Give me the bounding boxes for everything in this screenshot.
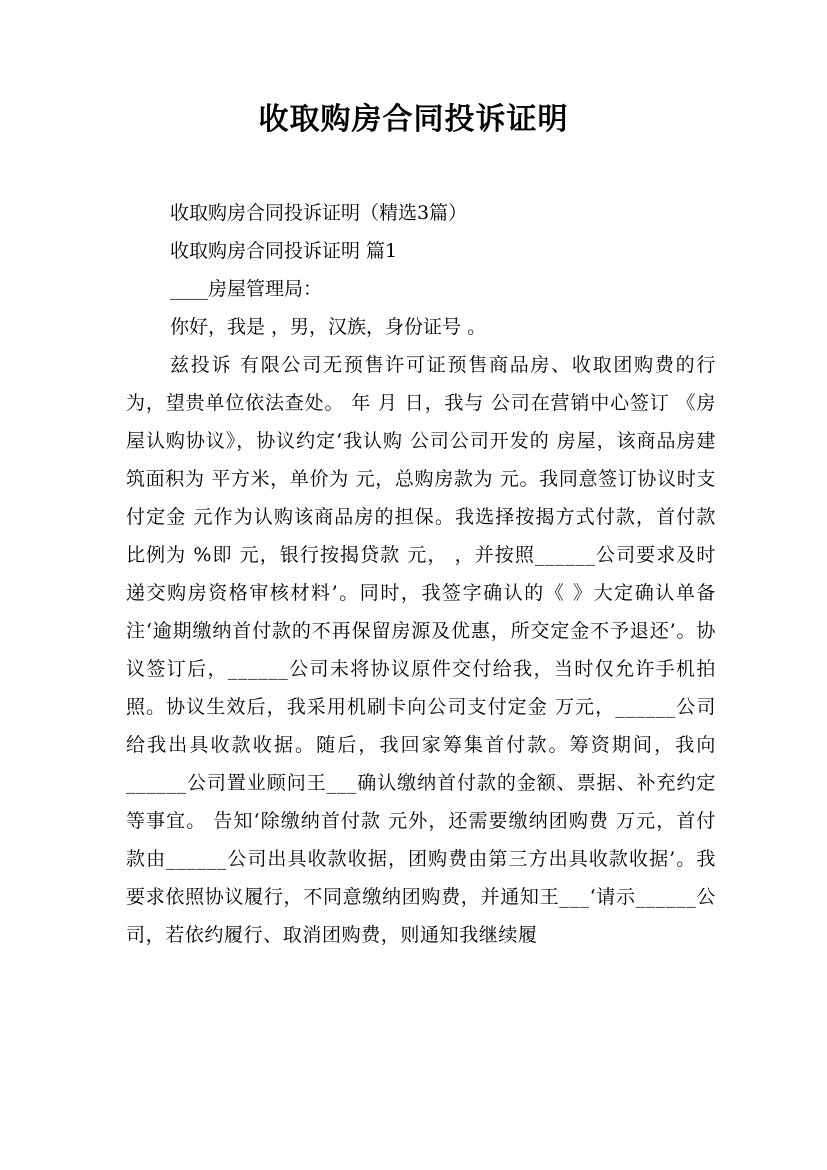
paragraph-section-heading: 收取购房合同投诉证明 篇1 [170,240,398,262]
document-title: 收取购房合同投诉证明 [258,102,569,137]
document-body [126,194,716,954]
paragraph-complaint-body: 兹投诉 有限公司无预售许可证预售商品房、收取团购费的行为，望贵单位依法查处。 年 月 日，我与 公司在营销中心签订 《房屋认购协议》，协议约定‘我认购 公司公司开发的 房屋，该商品房建筑面积为 平方米，单价为 元，总购房款为 元。我同意签订协议时支付定金 元作为认购该商品房的担保。我选择按揭方式付款，首付款比例为 %即 元，银行按揭贷款 元， ，并按照______公司要求及时递交购房资格审核材料’。同时，我签字确认的《 》大定确认单备注‘逾期缴纳首付款的不再保留房源及优惠，所交定金不予退还’。协议签订后，______公司未将协议原件交付给我，当时仅允许手机拍照。协议生效后，我采用机刷卡向公司支付定金 万元，______公司给我出具收款收据。随后，我回家筹集首付款。筹资期间，我向______公司置业顾问王___确认缴纳首付款的金额、票据、补充约定等事宜。 告知‘除缴纳首付款 元外，还需要缴纳团购费 万元，首付款由______公司出具收款收据，团购费由第三方出具收款收据’。我要求依照协议履行，不同意缴纳团购费，并通知王___‘请示______公司，若依约履行、取消团购费，则通知我继续履 [126,354,716,946]
paragraph-subtitle: 收取购房合同投诉证明（精选3篇） [170,202,468,224]
paragraph-greeting: 你好，我是 ，男，汉族，身份证号 。 [170,316,487,338]
paragraph-addressee: ____房屋管理局： [170,278,323,300]
